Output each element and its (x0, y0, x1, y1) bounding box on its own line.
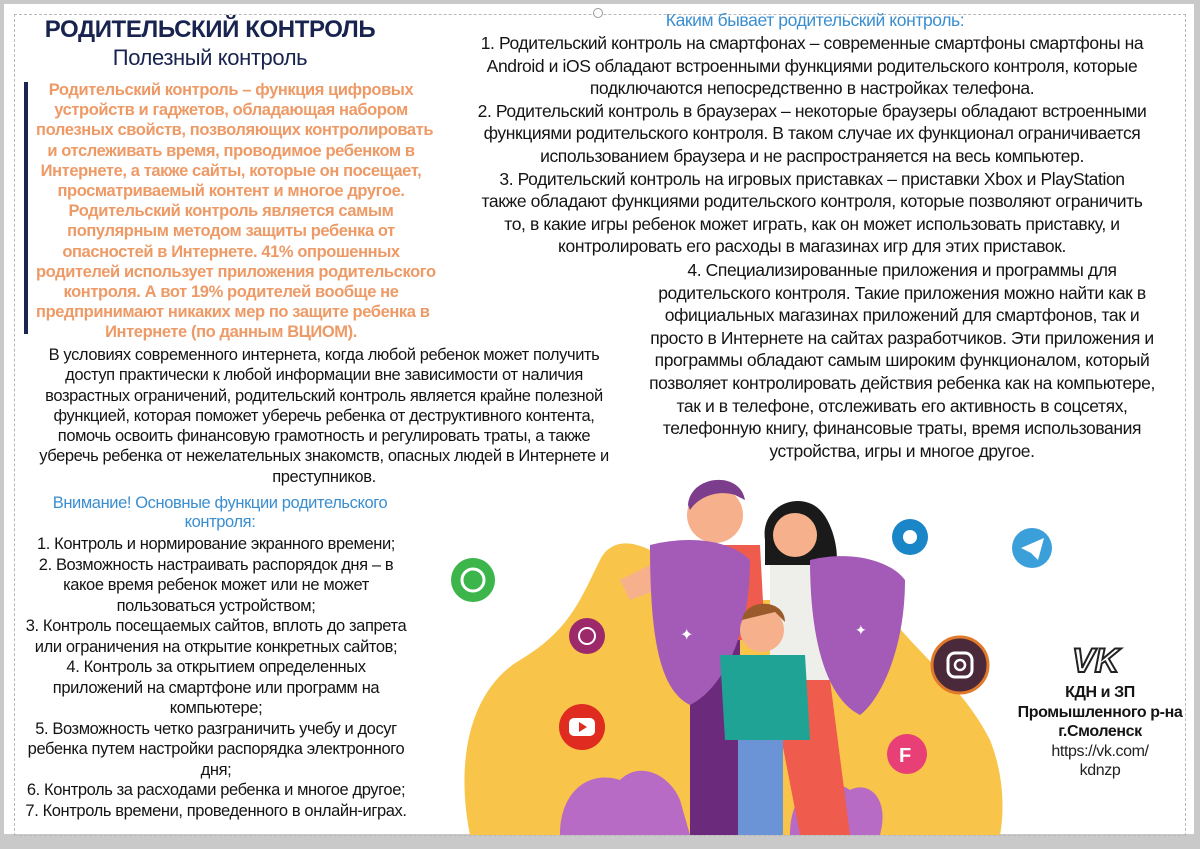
svg-text:F: F (899, 745, 912, 767)
vk-link-slug[interactable]: kdnzp (1079, 762, 1121, 779)
intro-accent-bar (24, 82, 28, 334)
text-line: преступников. (272, 467, 376, 486)
text-line: устройства, игры и многое другое. (769, 440, 1035, 461)
vk-logo-icon (1072, 642, 1122, 680)
text-line: возрастных ограничений, родительский контроль является крайне полезной (45, 386, 603, 405)
text-line: уберечь ребенка от нежелательных знакомств, опасных людей в Интернете и (39, 447, 609, 466)
text-line: родительского контроля. Такие приложения можно найти как в (658, 282, 1146, 303)
text-line: 1. Родительский контроль на смартфонах – современные смартфоны смартфоны на (480, 33, 1144, 53)
text-line: Android и iOS обладают встроенными функциями родительского контроля, которые (486, 55, 1138, 76)
text-line: 5. Возможность четко разграничить учебу и досуг (35, 719, 397, 738)
text-line: 3. Родительский контроль на игровых приставках – приставки Xbox и PlayStation (499, 168, 1125, 189)
text-line: 7. Контроль времени, проведенного в онлайн-играх. (25, 801, 407, 820)
org-district: Промышленного р-на (1017, 703, 1183, 721)
intro-paragraph (36, 80, 436, 343)
text-line: просто в Интернете на сайтах разработчиков. Эти приложения и (650, 327, 1154, 348)
text-line: помочь освоить финансовую грамотность и регулировать траты, а также (57, 427, 591, 446)
text-line: телефонную книгу, финансовые траты, время использования (662, 418, 1142, 439)
text-line: дня; (200, 760, 232, 779)
text-line: программы обладают самым широким функционалом, который (654, 350, 1150, 371)
text-line: устройств и гаджетов, обладающая набором (54, 101, 408, 120)
page-title: РОДИТЕЛЬСКИЙ КОНТРОЛЬ (44, 16, 376, 43)
text-line: 2. Родительский контроль в браузерах – некоторые браузеры обладают встроенными (477, 100, 1147, 121)
org-city: г.Смоленск (1058, 723, 1142, 740)
text-line: доступ практически к любой информации вне зависимости от наличия (65, 366, 583, 385)
text-line: 4. Контроль за открытием определенных (66, 658, 366, 676)
functions-list (16, 534, 416, 821)
text-line: опасностей в Интернете. 41% опрошенных (62, 242, 400, 261)
text-line: использованием браузера и не распространяется на весь компьютер. (540, 145, 1084, 166)
text-line: контроля: (184, 513, 256, 531)
text-line: полезных свойств, позволяющих контролировать (36, 121, 434, 140)
text-line: просматриваемый контент и многое другое. (57, 182, 405, 201)
text-line: функцией, которая поможет уберечь ребенка от деструктивного контента, (53, 406, 595, 425)
svg-text:✦: ✦ (680, 625, 694, 644)
text-line: Интернете (по данным ВЦИОМ). (105, 323, 357, 342)
text-line: контролировать его расходы в магазинах игр для этих приставок. (558, 236, 1066, 257)
types-list (432, 32, 1192, 258)
text-line: Внимание! Основные функции родительского (52, 494, 388, 512)
attention-heading (30, 494, 410, 532)
svg-text:✦: ✦ (855, 623, 867, 639)
page-subtitle: Полезный контроль (112, 45, 308, 70)
text-line: позволяет контролировать действия ребенка как на компьютере, (649, 372, 1155, 393)
text-line: то, в какие игры ребенок может играть, как он может использовать приставку, и (504, 213, 1120, 234)
body-paragraph (24, 345, 624, 487)
text-line: 3. Контроль посещаемых сайтов, вплоть до запрета (25, 617, 407, 635)
instagram-icon (932, 637, 988, 693)
youtube-icon (559, 704, 605, 750)
telegram-icon (1012, 528, 1052, 568)
text-line: Интернете, а также сайты, которые он посещает, (40, 161, 422, 180)
text-line: 6. Контроль за расходами ребенка и многое другое; (26, 781, 406, 799)
text-line: популярным методом защиты ребенка от (67, 222, 395, 241)
text-line: контроля. А вот 19% родителей вообще не (63, 283, 399, 302)
text-line: Родительский контроль – функция цифровых (48, 81, 414, 99)
text-line: также обладают функциями родительского контроля, которые позволяют ограничить (481, 191, 1143, 212)
svg-text:VK: VK (1072, 642, 1120, 680)
text-line: подключаются непосредственно в настройках телефона. (589, 78, 1035, 99)
text-line: пользоваться устройством; (116, 596, 316, 615)
text-line: функциями родительского контроля. В таком случае их функционал ограничивается (483, 123, 1141, 144)
text-line: и отслеживать время, проводимое ребенком в (47, 141, 415, 160)
text-line: Родительский контроль является самым (68, 202, 394, 221)
text-line: родителей использует приложения родительского (36, 262, 436, 281)
foursquare-icon (887, 734, 927, 774)
text-line: В условиях современного интернета, когда любой ребенок может получить (48, 346, 600, 364)
whatsapp-icon (451, 558, 495, 602)
twitter-icon (892, 519, 928, 555)
vk-link[interactable]: https://vk.com/ (1051, 742, 1149, 760)
text-line: 1. Контроль и нормирование экранного времени; (37, 535, 395, 553)
org-name: КДН и ЗП (1065, 684, 1135, 701)
text-line: ребенка путем настройки распорядка электронного (27, 740, 405, 758)
text-line: официальных магазинах приложений для смартфонов, так и (664, 305, 1140, 326)
text-line: компьютере; (169, 699, 263, 717)
text-line: так и в телефоне, отслеживать его активность в соцсетях, (676, 395, 1128, 416)
type-4-paragraph (612, 259, 1192, 462)
text-line: или ограничения на открытие конкретных сайтов; (34, 637, 398, 656)
text-line: какое время ребенок может или не может (63, 576, 369, 594)
text-line: приложений на смартфоне или программ на (52, 678, 380, 697)
text-line: предпринимают никаких мер по защите ребенка в (36, 303, 430, 322)
dribbble-icon (569, 618, 605, 654)
contact-block (1005, 683, 1195, 781)
text-line: 2. Возможность настраивать распорядок дня – в (38, 555, 394, 574)
types-heading: Каким бывает родительский контроль: (665, 10, 965, 30)
text-line: 4. Специализированные приложения и программы для (687, 260, 1117, 280)
